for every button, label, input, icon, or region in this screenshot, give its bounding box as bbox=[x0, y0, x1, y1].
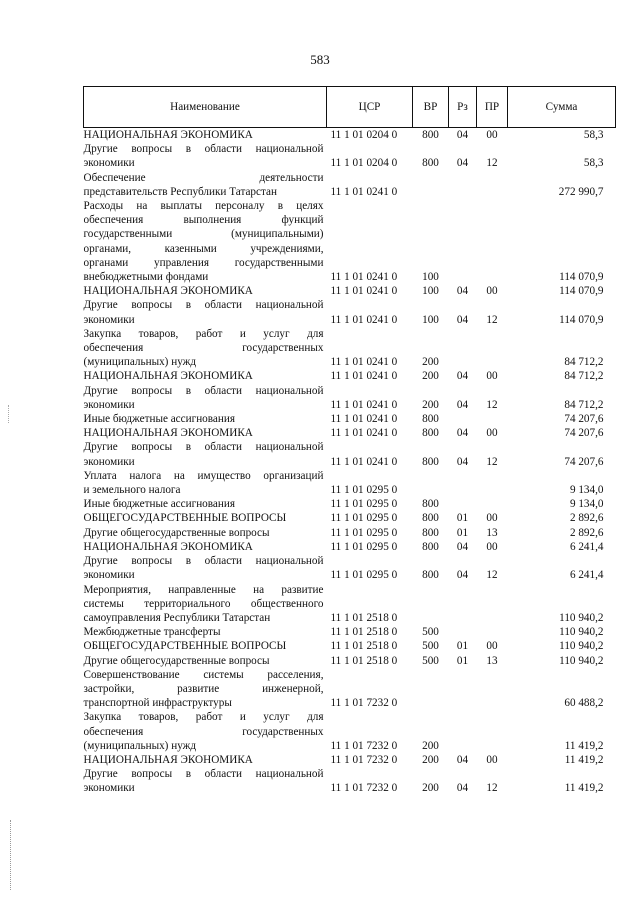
cell-csr: 11 1 01 0295 0 bbox=[330, 526, 398, 539]
cell-name bbox=[84, 284, 327, 298]
cell-pr: 12 bbox=[486, 569, 498, 582]
cell-name-line: Мероприятия, направленные на развитие bbox=[83, 583, 324, 596]
cell-rz bbox=[449, 497, 477, 511]
cell-pr: 13 bbox=[486, 526, 498, 539]
cell-name-line: Другие вопросы в области национальной bbox=[83, 299, 324, 312]
table-row bbox=[84, 668, 616, 711]
cell-csr: 11 1 01 0204 0 bbox=[330, 157, 398, 170]
header-sum: Сумма bbox=[508, 87, 616, 128]
cell-name-line: обеспечения государственных bbox=[83, 342, 324, 355]
cell-vr: 800 bbox=[422, 455, 439, 468]
cell-pr: 00 bbox=[486, 540, 498, 553]
table-row bbox=[84, 171, 616, 199]
cell-name bbox=[84, 199, 327, 284]
cell-rz: 04 bbox=[456, 285, 469, 298]
cell-rz: 01 bbox=[456, 640, 469, 653]
cell-vr: 800 bbox=[422, 569, 439, 582]
table-row bbox=[84, 142, 616, 170]
header-rz: Рз bbox=[449, 87, 477, 128]
cell-sum: 9 134,0 bbox=[569, 498, 604, 511]
cell-pr bbox=[477, 171, 508, 199]
table-row bbox=[84, 540, 616, 554]
cell-name-line: органами, казенными учреждениями, bbox=[83, 242, 324, 255]
cell-sum: 58,3 bbox=[583, 129, 604, 141]
header-csr: ЦСР bbox=[327, 87, 413, 128]
cell-name bbox=[84, 668, 327, 711]
cell-pr: 12 bbox=[486, 313, 498, 326]
cell-name-line: Закупка товаров, работ и услуг для bbox=[83, 327, 324, 340]
cell-pr bbox=[477, 469, 508, 497]
cell-sum: 74 207,6 bbox=[564, 455, 604, 468]
cell-vr: 800 bbox=[422, 157, 439, 170]
cell-name-line: ОБЩЕГОСУДАРСТВЕННЫЕ ВОПРОСЫ bbox=[83, 512, 287, 525]
cell-pr bbox=[477, 668, 508, 711]
cell-name bbox=[84, 142, 327, 170]
cell-name-line: Расходы на выплаты персоналу в целях bbox=[83, 200, 324, 213]
table-row bbox=[84, 284, 616, 298]
cell-pr bbox=[477, 710, 508, 753]
cell-rz bbox=[449, 668, 477, 711]
cell-pr: 00 bbox=[486, 427, 498, 440]
cell-name bbox=[84, 497, 327, 511]
cell-sum: 60 488,2 bbox=[564, 697, 604, 710]
cell-name-line: представительств Республики Татарстан bbox=[83, 185, 277, 198]
cell-csr: 11 1 01 0295 0 bbox=[330, 512, 398, 525]
cell-name bbox=[84, 540, 327, 554]
table-row bbox=[84, 767, 616, 795]
cell-rz: 04 bbox=[456, 782, 469, 795]
table-row bbox=[84, 625, 616, 639]
cell-name-line: застройки, развитие инженерной, bbox=[83, 682, 324, 695]
cell-name-line: экономики bbox=[83, 569, 135, 582]
cell-vr: 100 bbox=[422, 271, 439, 284]
cell-pr bbox=[477, 327, 508, 370]
cell-rz bbox=[449, 583, 477, 626]
cell-pr bbox=[477, 199, 508, 284]
cell-name-line: НАЦИОНАЛЬНАЯ ЭКОНОМИКА bbox=[83, 753, 253, 766]
cell-name bbox=[84, 639, 327, 653]
cell-name-line: Уплата налога на имущество организаций bbox=[83, 469, 324, 482]
cell-rz bbox=[449, 469, 477, 497]
cell-sum: 2 892,6 bbox=[569, 512, 604, 525]
cell-name-line: НАЦИОНАЛЬНАЯ ЭКОНОМИКА bbox=[83, 427, 253, 440]
cell-pr bbox=[477, 625, 508, 639]
cell-name-line: НАЦИОНАЛЬНАЯ ЭКОНОМИКА bbox=[83, 285, 253, 298]
cell-csr: 11 1 01 7232 0 bbox=[330, 782, 398, 795]
cell-sum: 114 070,9 bbox=[559, 285, 604, 298]
cell-sum: 272 990,7 bbox=[558, 185, 604, 198]
cell-vr: 800 bbox=[422, 498, 439, 511]
cell-sum: 110 940,2 bbox=[559, 611, 604, 624]
cell-vr: 800 bbox=[422, 512, 439, 525]
cell-pr: 00 bbox=[486, 129, 498, 141]
cell-csr: 11 1 01 7232 0 bbox=[330, 739, 398, 752]
cell-name-line: (муниципальных) нужд bbox=[83, 356, 197, 369]
table-row bbox=[84, 526, 616, 540]
cell-csr: 11 1 01 0241 0 bbox=[330, 398, 398, 411]
header-vr: ВР bbox=[413, 87, 449, 128]
cell-name bbox=[84, 654, 327, 668]
cell-pr: 12 bbox=[486, 157, 498, 170]
cell-rz: 04 bbox=[456, 129, 469, 141]
cell-sum: 114 070,9 bbox=[559, 271, 604, 284]
table-row bbox=[84, 497, 616, 511]
cell-name-line: ОБЩЕГОСУДАРСТВЕННЫЕ ВОПРОСЫ bbox=[83, 640, 287, 653]
cell-csr: 11 1 01 0241 0 bbox=[330, 370, 398, 383]
cell-pr: 00 bbox=[486, 640, 498, 653]
cell-pr: 12 bbox=[486, 455, 498, 468]
cell-csr: 11 1 01 2518 0 bbox=[330, 654, 398, 667]
cell-vr: 800 bbox=[422, 427, 439, 440]
budget-table-container bbox=[83, 86, 615, 796]
table-row bbox=[84, 327, 616, 370]
cell-csr: 11 1 01 0241 0 bbox=[330, 185, 398, 198]
cell-name-line: Другие общегосударственные вопросы bbox=[83, 654, 270, 667]
cell-name-line: Другие вопросы в области национальной bbox=[83, 143, 324, 156]
cell-name-line: Другие вопросы в области национальной bbox=[83, 555, 324, 568]
cell-rz: 01 bbox=[456, 526, 469, 539]
cell-vr: 100 bbox=[422, 313, 439, 326]
cell-name bbox=[84, 384, 327, 412]
cell-csr: 11 1 01 2518 0 bbox=[330, 640, 398, 653]
cell-name bbox=[84, 440, 327, 468]
cell-pr: 00 bbox=[486, 512, 498, 525]
cell-name bbox=[84, 298, 327, 326]
cell-sum: 58,3 bbox=[583, 157, 604, 170]
cell-sum: 6 241,4 bbox=[569, 569, 604, 582]
cell-name bbox=[84, 767, 327, 795]
cell-name bbox=[84, 426, 327, 440]
cell-name-line: Иные бюджетные ассигнования bbox=[83, 413, 235, 426]
cell-rz: 04 bbox=[456, 427, 469, 440]
table-row bbox=[84, 199, 616, 284]
cell-sum: 9 134,0 bbox=[569, 484, 604, 497]
cell-name-line: Иные бюджетные ассигнования bbox=[83, 498, 235, 511]
cell-csr: 11 1 01 0241 0 bbox=[330, 427, 398, 440]
cell-pr: 00 bbox=[486, 753, 498, 766]
cell-rz: 04 bbox=[456, 157, 469, 170]
cell-rz bbox=[449, 625, 477, 639]
cell-csr: 11 1 01 2518 0 bbox=[330, 626, 398, 639]
cell-pr bbox=[477, 412, 508, 426]
cell-name bbox=[84, 128, 327, 143]
cell-name-line: Другие вопросы в области национальной bbox=[83, 768, 324, 781]
cell-rz bbox=[449, 327, 477, 370]
cell-name-line: Межбюджетные трансферты bbox=[83, 626, 221, 639]
cell-vr: 200 bbox=[422, 782, 439, 795]
cell-name bbox=[84, 171, 327, 199]
table-header bbox=[84, 87, 616, 128]
cell-csr: 11 1 01 7232 0 bbox=[330, 697, 398, 710]
cell-vr: 800 bbox=[422, 540, 439, 553]
cell-vr: 800 bbox=[422, 413, 439, 426]
cell-csr: 11 1 01 0241 0 bbox=[330, 271, 398, 284]
cell-csr: 11 1 01 0241 0 bbox=[330, 285, 398, 298]
budget-table bbox=[83, 86, 616, 796]
cell-name-line: Обеспечение деятельности bbox=[83, 171, 324, 184]
cell-name bbox=[84, 412, 327, 426]
cell-csr: 11 1 01 0204 0 bbox=[330, 129, 398, 141]
cell-csr: 11 1 01 7232 0 bbox=[330, 753, 398, 766]
cell-sum: 110 940,2 bbox=[559, 654, 604, 667]
cell-pr: 12 bbox=[486, 782, 498, 795]
table-row bbox=[84, 369, 616, 383]
cell-name-line: (муниципальных) нужд bbox=[83, 739, 197, 752]
cell-name-line: внебюджетными фондами bbox=[83, 271, 209, 284]
header-name: Наименование bbox=[84, 87, 327, 128]
cell-name-line: Другие вопросы в области национальной bbox=[83, 384, 324, 397]
cell-rz: 04 bbox=[456, 569, 469, 582]
cell-pr: 12 bbox=[486, 398, 498, 411]
cell-sum: 11 419,2 bbox=[564, 753, 604, 766]
cell-name bbox=[84, 327, 327, 370]
cell-csr: 11 1 01 0295 0 bbox=[330, 540, 398, 553]
cell-vr bbox=[413, 469, 449, 497]
cell-rz: 04 bbox=[456, 753, 469, 766]
cell-name-line: НАЦИОНАЛЬНАЯ ЭКОНОМИКА bbox=[83, 370, 253, 383]
cell-name bbox=[84, 369, 327, 383]
cell-vr: 500 bbox=[422, 654, 439, 667]
cell-csr: 11 1 01 0295 0 bbox=[330, 484, 398, 497]
cell-name-line: экономики bbox=[83, 157, 135, 170]
cell-csr: 11 1 01 0295 0 bbox=[330, 569, 398, 582]
cell-name bbox=[84, 469, 327, 497]
cell-pr: 13 bbox=[486, 654, 498, 667]
cell-name bbox=[84, 625, 327, 639]
cell-name-line: системы территориального общественного bbox=[83, 597, 324, 610]
cell-rz: 04 bbox=[456, 398, 469, 411]
cell-rz: 04 bbox=[456, 455, 469, 468]
cell-name-line: самоуправления Республики Татарстан bbox=[83, 611, 271, 624]
table-row bbox=[84, 583, 616, 626]
table-row bbox=[84, 384, 616, 412]
cell-name-line: обеспечения выполнения функций bbox=[83, 214, 324, 227]
cell-csr: 11 1 01 0241 0 bbox=[330, 455, 398, 468]
cell-rz: 04 bbox=[456, 313, 469, 326]
table-row bbox=[84, 426, 616, 440]
page-number: 583 bbox=[310, 52, 330, 67]
cell-name-line: Другие общегосударственные вопросы bbox=[83, 526, 270, 539]
table-row bbox=[84, 440, 616, 468]
table-row bbox=[84, 753, 616, 767]
cell-vr: 500 bbox=[422, 640, 439, 653]
cell-rz: 01 bbox=[456, 654, 469, 667]
cell-rz bbox=[449, 412, 477, 426]
cell-name bbox=[84, 526, 327, 540]
cell-csr: 11 1 01 0295 0 bbox=[330, 498, 398, 511]
cell-sum: 84 712,2 bbox=[564, 398, 604, 411]
cell-name bbox=[84, 583, 327, 626]
cell-name-line: Закупка товаров, работ и услуг для bbox=[83, 711, 324, 724]
cell-pr: 00 bbox=[486, 370, 498, 383]
cell-vr: 100 bbox=[422, 285, 439, 298]
cell-csr: 11 1 01 0241 0 bbox=[330, 313, 398, 326]
cell-sum: 11 419,2 bbox=[564, 739, 604, 752]
cell-vr bbox=[413, 668, 449, 711]
cell-vr: 200 bbox=[422, 739, 439, 752]
cell-name-line: Совершенствование системы расселения, bbox=[83, 668, 324, 681]
cell-name-line: органами управления государственными bbox=[83, 256, 324, 269]
table-row bbox=[84, 128, 616, 143]
cell-sum: 2 892,6 bbox=[569, 526, 604, 539]
table-row bbox=[84, 511, 616, 525]
cell-name-line: НАЦИОНАЛЬНАЯ ЭКОНОМИКА bbox=[83, 540, 253, 553]
cell-name-line: экономики bbox=[83, 455, 135, 468]
cell-sum: 84 712,2 bbox=[564, 370, 604, 383]
margin-mark bbox=[8, 405, 10, 423]
cell-rz: 04 bbox=[456, 540, 469, 553]
cell-name-line: и земельного налога bbox=[83, 484, 181, 497]
cell-rz bbox=[449, 710, 477, 753]
cell-sum: 110 940,2 bbox=[559, 626, 604, 639]
cell-name bbox=[84, 710, 327, 753]
cell-name-line: экономики bbox=[83, 782, 135, 795]
cell-sum: 110 940,2 bbox=[559, 640, 604, 653]
table-row bbox=[84, 654, 616, 668]
cell-sum: 74 207,6 bbox=[564, 427, 604, 440]
table-row bbox=[84, 412, 616, 426]
cell-csr: 11 1 01 0241 0 bbox=[330, 413, 398, 426]
cell-vr: 200 bbox=[422, 398, 439, 411]
cell-csr: 11 1 01 0241 0 bbox=[330, 356, 398, 369]
cell-vr bbox=[413, 171, 449, 199]
cell-vr bbox=[413, 583, 449, 626]
cell-pr bbox=[477, 497, 508, 511]
cell-sum: 114 070,9 bbox=[559, 313, 604, 326]
table-row bbox=[84, 469, 616, 497]
cell-name-line: экономики bbox=[83, 398, 135, 411]
cell-rz bbox=[449, 171, 477, 199]
cell-name-line: НАЦИОНАЛЬНАЯ ЭКОНОМИКА bbox=[83, 129, 253, 141]
margin-mark bbox=[10, 820, 12, 890]
header-pr: ПР bbox=[477, 87, 508, 128]
table-row bbox=[84, 639, 616, 653]
cell-rz: 04 bbox=[456, 370, 469, 383]
cell-sum: 84 712,2 bbox=[564, 356, 604, 369]
cell-name-line: государственными (муниципальными) bbox=[83, 228, 324, 241]
cell-sum: 11 419,2 bbox=[564, 782, 604, 795]
cell-vr: 200 bbox=[422, 753, 439, 766]
table-row bbox=[84, 554, 616, 582]
table-row bbox=[84, 710, 616, 753]
cell-vr: 200 bbox=[422, 370, 439, 383]
cell-pr bbox=[477, 583, 508, 626]
cell-csr: 11 1 01 2518 0 bbox=[330, 611, 398, 624]
cell-name-line: экономики bbox=[83, 313, 135, 326]
cell-name-line: обеспечения государственных bbox=[83, 725, 324, 738]
cell-vr: 500 bbox=[422, 626, 439, 639]
cell-sum: 74 207,6 bbox=[564, 413, 604, 426]
cell-name-line: транспортной инфраструктуры bbox=[83, 697, 232, 710]
table-row bbox=[84, 298, 616, 326]
cell-sum: 6 241,4 bbox=[569, 540, 604, 553]
cell-name-line: Другие вопросы в области национальной bbox=[83, 441, 324, 454]
cell-name bbox=[84, 511, 327, 525]
cell-vr: 800 bbox=[422, 526, 439, 539]
cell-rz bbox=[449, 199, 477, 284]
cell-vr: 800 bbox=[422, 129, 439, 141]
cell-name bbox=[84, 753, 327, 767]
cell-vr: 200 bbox=[422, 356, 439, 369]
table-body bbox=[84, 128, 616, 796]
cell-name bbox=[84, 554, 327, 582]
cell-rz: 01 bbox=[456, 512, 469, 525]
cell-pr: 00 bbox=[486, 285, 498, 298]
